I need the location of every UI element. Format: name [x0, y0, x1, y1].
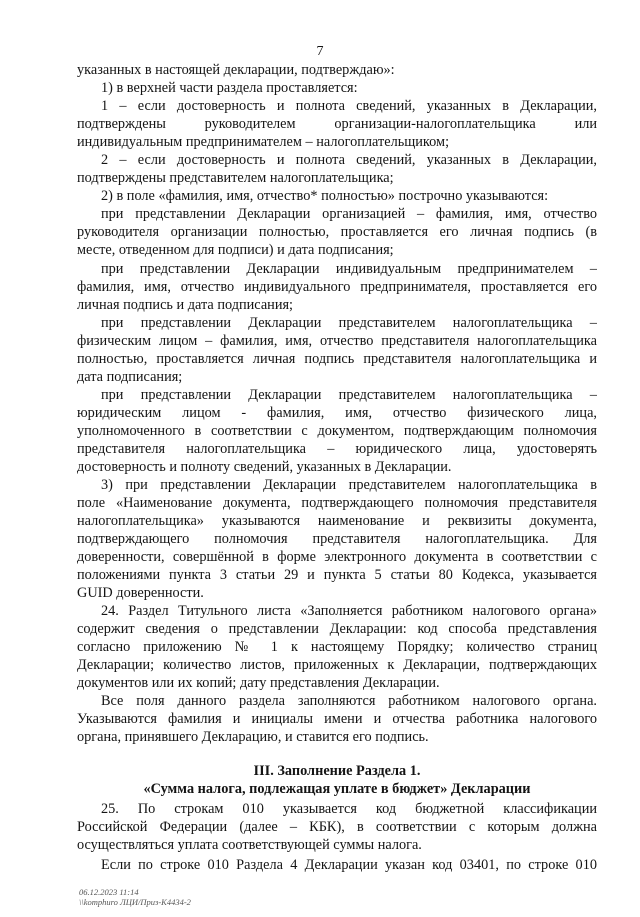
text-line: доверенности, совершённой в форме электронного документа в соответствии с [77, 549, 597, 565]
text-line: представителя налогоплательщика – юридического лица, удостоверять [77, 441, 597, 457]
text-line: подтверждены руководителем организации-налогоплательщика или [77, 116, 597, 132]
text-line: 3) при представлении Декларации представителем налогоплательщика в [101, 477, 597, 493]
text-line: при представлении Декларации представителем налогоплательщика – [101, 387, 597, 403]
text-line: поле «Наименование документа, подтверждающего полномочия представителя [77, 495, 597, 511]
text-line: достоверность и полноту сведений, указанных в Декларации. [77, 459, 452, 475]
text-line: юридическим лицом - фамилия, имя, отчество физического лица, [77, 405, 597, 421]
text-line: налогоплательщика» указываются наименование и реквизиты документа, [77, 513, 597, 529]
text-line: 25. По строкам 010 указывается код бюджетной классификации [101, 801, 597, 817]
text-line: Декларации; количество листов, приложенных к Декларации, подтверждающих [77, 657, 597, 673]
text-line: Если по строке 010 Раздела 4 Декларации указан код 03401, по строке 010 [101, 857, 597, 873]
text-line: 2 – если достоверность и полнота сведений, указанных в Декларации, [101, 152, 597, 168]
text-line: 24. Раздел Титульного листа «Заполняется работником налогового органа» [101, 603, 597, 619]
text-line: полностью, проставляется личная подпись представителя налогоплательщика и [77, 351, 597, 367]
text-line: индивидуальным предпринимателем – налогоплательщиком; [77, 134, 450, 150]
text-line: личная подпись и дата подписания; [77, 297, 294, 313]
text-line: подтверждены представителем налогоплательщика; [77, 170, 394, 186]
text-line: руководителя организации полностью, проставляется его личная подпись (в [77, 224, 597, 240]
text-line: подтверждающего полномочия представителя налогоплательщика. Для [77, 531, 597, 547]
text-line: осуществляться уплата соответствующей суммы налога. [77, 837, 422, 853]
text-line: при представлении Декларации индивидуальным предпринимателем – [101, 261, 597, 277]
section-subheading: «Сумма налога, подлежащая уплате в бюджет» Декларации [143, 781, 531, 797]
text-line: положениями пункта 3 статьи 29 и пункта 5 статьи 80 Кодекса, указывается [77, 567, 597, 583]
section-heading: III. Заполнение Раздела 1. [253, 763, 421, 779]
text-line: Российской Федерации (далее – КБК), в соответствии с которым должна [77, 819, 597, 835]
text-line: Указываются фамилия и инициалы имени и отчества работника налогового [77, 711, 597, 727]
text-line: 2) в поле «фамилия, имя, отчество* полностью» построчно указываются: [101, 188, 549, 204]
text-line: указанных в настоящей декларации, подтверждаю»: [77, 62, 395, 78]
text-line: органа, принявшего Декларацию, и ставится его подпись. [77, 729, 429, 745]
text-line: 1 – если достоверность и полнота сведений, указанных в Декларации, [101, 98, 597, 114]
text-line: месте, отведенном для подписи) и дата подписания; [77, 242, 394, 258]
text-line: GUID доверенности. [77, 585, 204, 601]
text-line: фамилия, имя, отчество индивидуального предпринимателя, проставляется его [77, 279, 597, 295]
text-line: содержит сведения о представлении Декларации: код способа представления [77, 621, 597, 637]
footer-date: 06.12.2023 11:14 [79, 887, 139, 897]
text-line: уполномоченного в соответствии с документом, подтверждающим полномочия [77, 423, 597, 439]
text-line: дата подписания; [77, 369, 183, 385]
text-line: Все поля данного раздела заполняются работником налогового органа. [101, 693, 597, 709]
footer-path: \\komphuro ЛЦИ/Приз-К4434-2 [79, 897, 191, 907]
text-line: 1) в верхней части раздела проставляется: [101, 80, 358, 96]
text-line: документов или их копий; дату представления Декларации. [77, 675, 440, 691]
text-line: согласно приложению № 1 к настоящему Порядку; количество страниц [77, 639, 597, 655]
text-line: физическим лицом – фамилия, имя, отчество представителя налогоплательщика [77, 333, 597, 349]
text-line: при представлении Декларации представителем налогоплательщика – [101, 315, 597, 331]
page-number: 7 [316, 44, 324, 59]
text-line: при представлении Декларации организацией – фамилия, имя, отчество [101, 206, 597, 222]
